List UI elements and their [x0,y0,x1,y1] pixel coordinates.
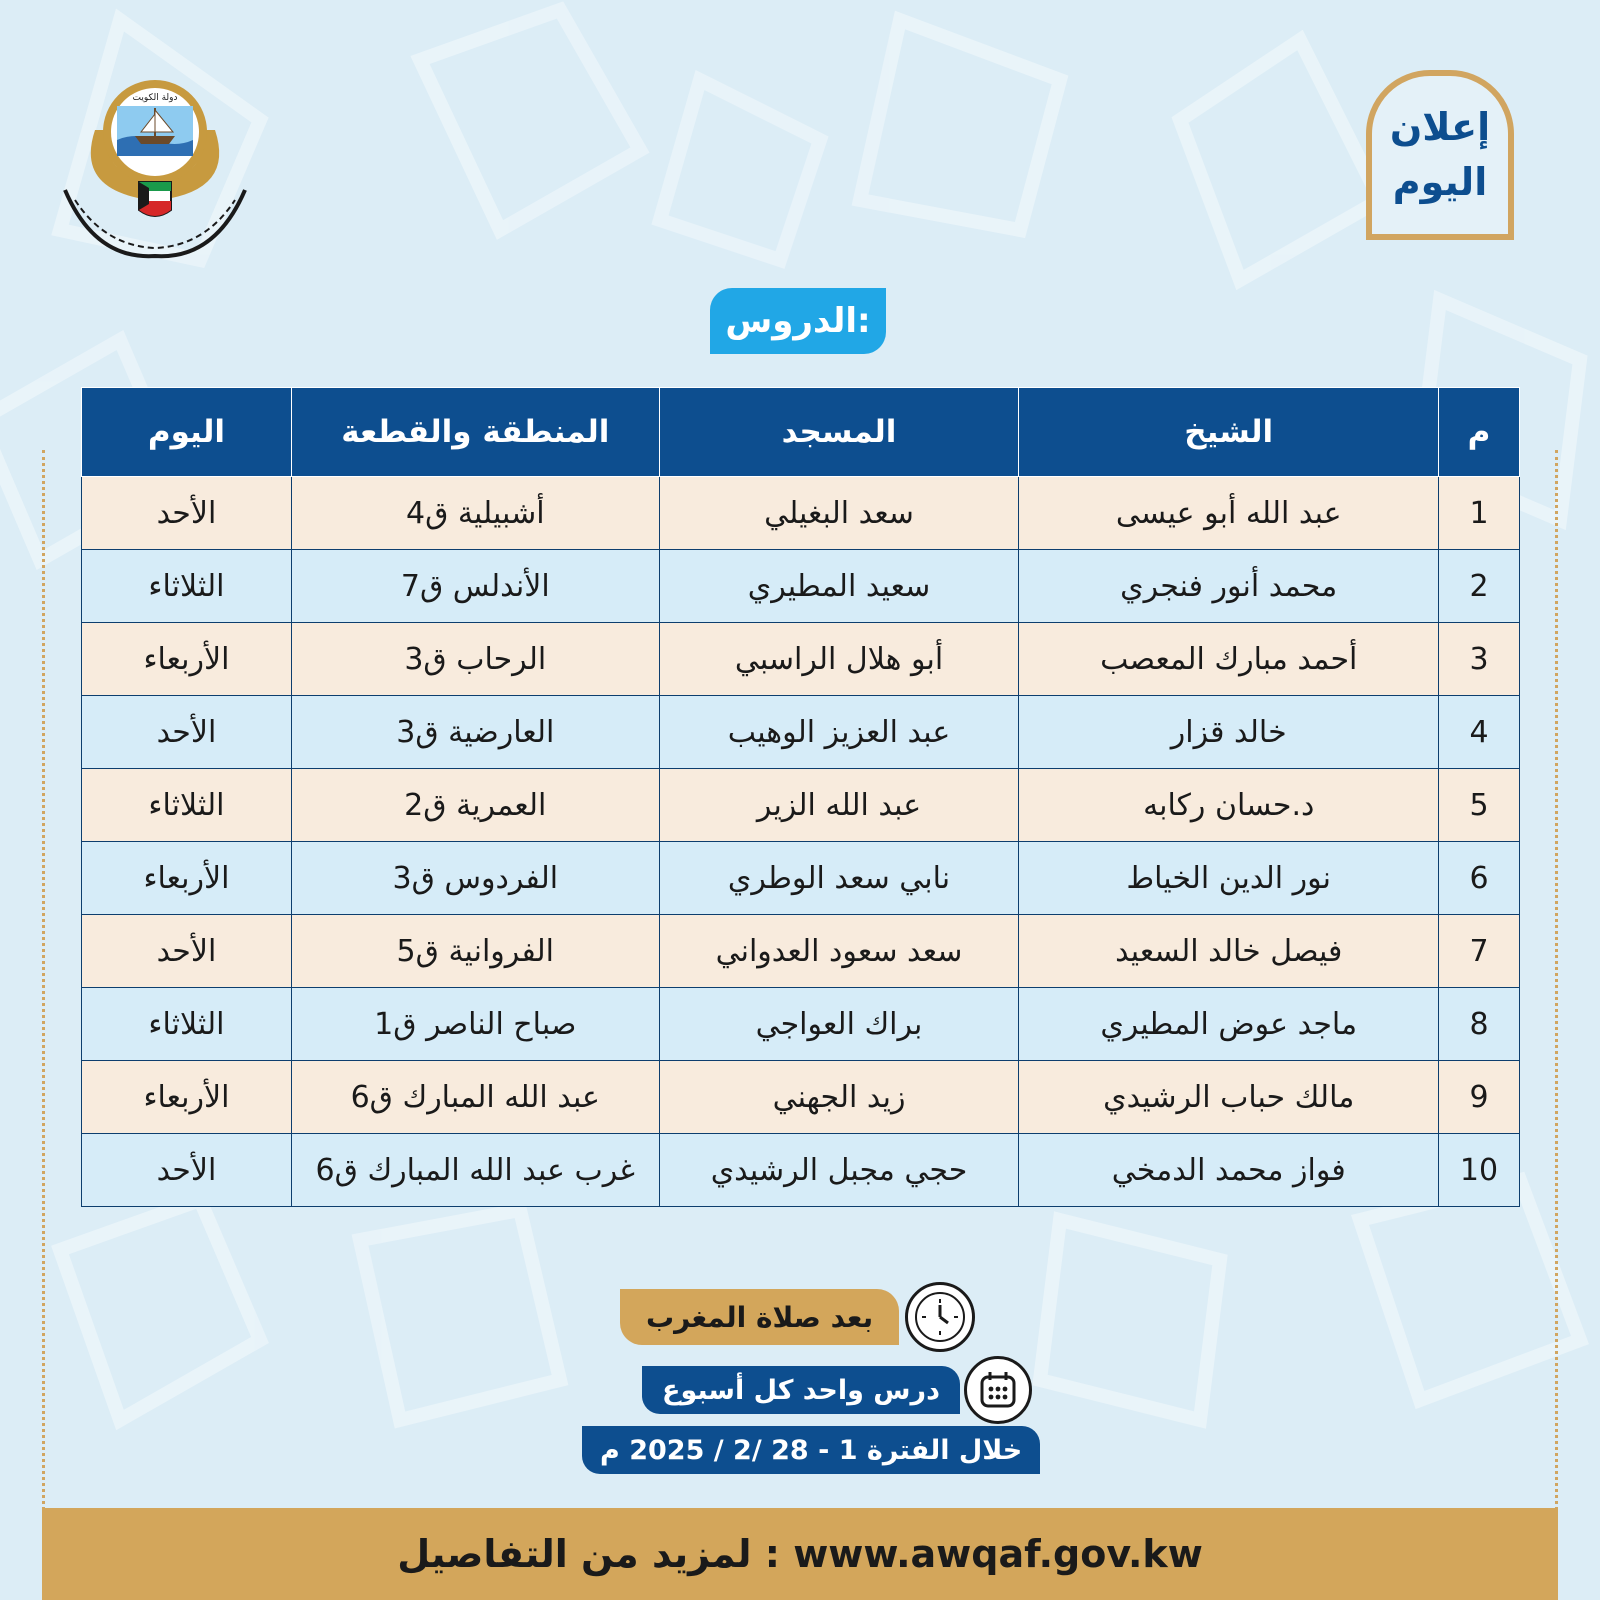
cell-sheikh: نور الدين الخياط [1019,842,1439,915]
time-info [620,1282,975,1352]
cell-area: عبد الله المبارك ق6 [291,1061,659,1134]
cell-mosque: عبد العزيز الوهيب [659,696,1019,769]
cell-mosque: نابي سعد الوطري [659,842,1019,915]
cell-sheikh: مالك حباب الرشيدي [1019,1061,1439,1134]
table-row [82,842,1520,915]
table-row [82,1134,1520,1207]
table-row [82,1061,1520,1134]
calendar-icon [964,1356,1032,1424]
cell-area: الفردوس ق3 [291,842,659,915]
cell-mosque: سعد البغيلي [659,477,1019,550]
cell-area: الفروانية ق5 [291,915,659,988]
clock-icon [905,1282,975,1352]
header-day: اليوم [82,388,292,477]
cell-num: 10 [1439,1134,1520,1207]
cell-mosque: سعيد المطيري [659,550,1019,623]
table-row [82,696,1520,769]
cell-day: الثلاثاء [82,550,292,623]
frequency-info [642,1356,1032,1424]
cell-sheikh: عبد الله أبو عيسى [1019,477,1439,550]
cell-day: الثلاثاء [82,988,292,1061]
cell-num: 9 [1439,1061,1520,1134]
cell-num: 2 [1439,550,1520,623]
cell-sheikh: أحمد مبارك المعصب [1019,623,1439,696]
cell-mosque: زيد الجهني [659,1061,1019,1134]
cell-area: العمرية ق2 [291,769,659,842]
cell-area: أشبيلية ق4 [291,477,659,550]
cell-sheikh: خالد قزار [1019,696,1439,769]
time-label: بعد صلاة المغرب [620,1289,899,1345]
table-row [82,915,1520,988]
cell-area: الرحاب ق3 [291,623,659,696]
cell-mosque: أبو هلال الراسبي [659,623,1019,696]
cell-mosque: عبد الله الزير [659,769,1019,842]
cell-area: الأندلس ق7 [291,550,659,623]
cell-num: 4 [1439,696,1520,769]
cell-num: 6 [1439,842,1520,915]
table-row [82,550,1520,623]
table-row [82,988,1520,1061]
cell-num: 5 [1439,769,1520,842]
cell-day: الأحد [82,477,292,550]
footer-text: لمزيد من التفاصيل : www.awqaf.gov.kw [397,1532,1203,1576]
period-label: خلال الفترة 1 - 28 /2 / 2025 م [582,1426,1040,1474]
announcement-line1: إعلان [1389,104,1491,149]
cell-day: الأربعاء [82,1061,292,1134]
cell-area: العارضية ق3 [291,696,659,769]
table-header-row [82,388,1520,477]
cell-num: 8 [1439,988,1520,1061]
frequency-label: درس واحد كل أسبوع [642,1366,960,1414]
table-row [82,623,1520,696]
period-info [582,1426,1040,1474]
cell-sheikh: ماجد عوض المطيري [1019,988,1439,1061]
cell-day: الأربعاء [82,842,292,915]
cell-mosque: براك العواجي [659,988,1019,1061]
section-title: الدروس: [710,288,886,354]
cell-day: الأربعاء [82,623,292,696]
cell-day: الأحد [82,1134,292,1207]
header-mosque: المسجد [659,388,1019,477]
table-row [82,769,1520,842]
header-area: المنطقة والقطعة [291,388,659,477]
cell-day: الأحد [82,696,292,769]
cell-num: 7 [1439,915,1520,988]
cell-area: صباح الناصر ق1 [291,988,659,1061]
cell-num: 1 [1439,477,1520,550]
cell-day: الثلاثاء [82,769,292,842]
header-num: م [1439,388,1520,477]
cell-num: 3 [1439,623,1520,696]
cell-sheikh: فيصل خالد السعيد [1019,915,1439,988]
cell-sheikh: د.حسان ركابه [1019,769,1439,842]
table-row [82,477,1520,550]
cell-sheikh: محمد أنور فنجري [1019,550,1439,623]
cell-day: الأحد [82,915,292,988]
announcement-badge [1366,70,1514,240]
cell-area: غرب عبد الله المبارك ق6 [291,1134,659,1207]
cell-mosque: سعد سعود العدواني [659,915,1019,988]
lessons-table [81,387,1520,1207]
logo-emblem-text: دولة الكويت [132,93,178,103]
cell-sheikh: فواز محمد الدمخي [1019,1134,1439,1207]
cell-mosque: حجي مجبل الرشيدي [659,1134,1019,1207]
header-sheikh: الشيخ [1019,388,1439,477]
footer-bar [42,1508,1558,1600]
ministry-logo [55,70,255,260]
announcement-line2: اليوم [1392,160,1488,204]
